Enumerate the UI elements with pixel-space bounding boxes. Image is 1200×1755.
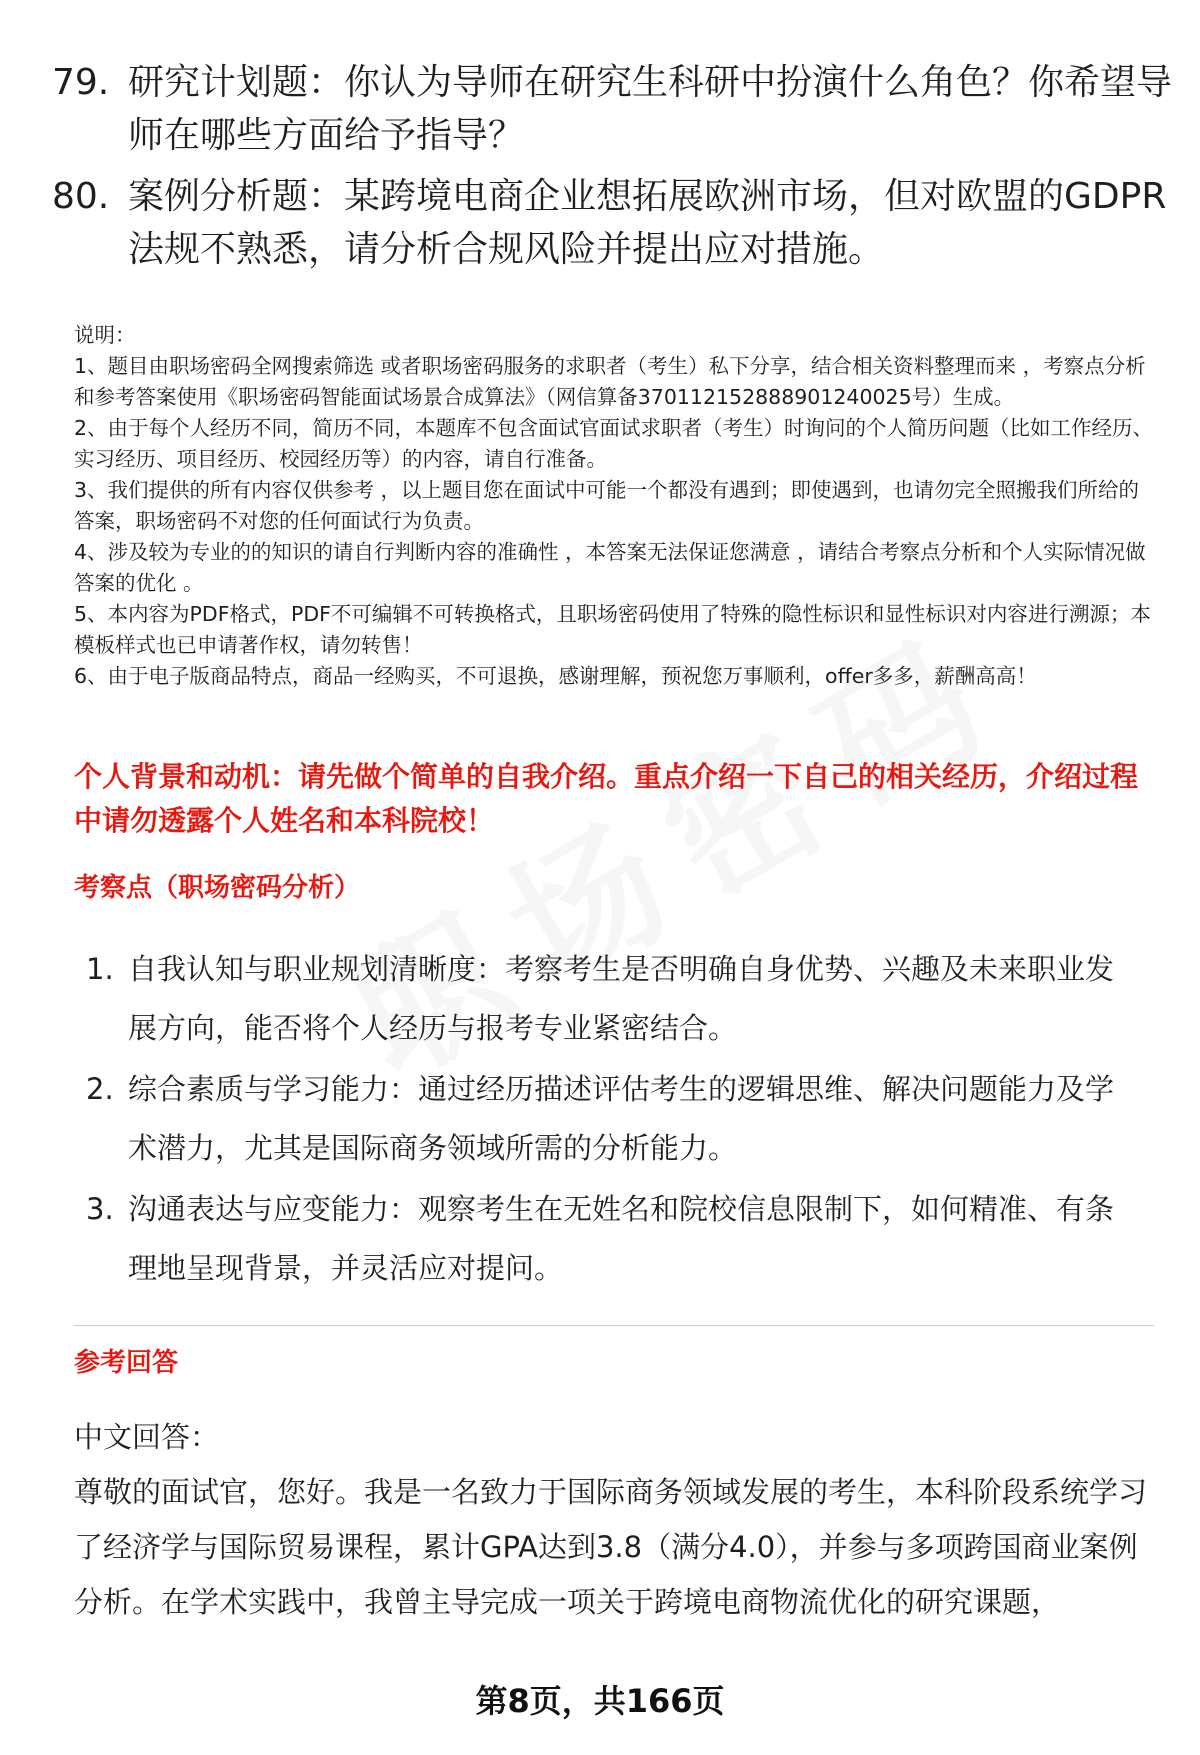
question-number: 79. [52,62,110,103]
point-number: 2. [86,1072,114,1106]
page-footer: 第8页，共166页 [475,1682,725,1720]
analysis-point [74,1060,1154,1178]
analysis-heading: 考察点（职场密码分析） [74,873,361,903]
point-number: 1. [86,952,114,986]
point-text: 综合素质与学习能力：通过经历描述评估考生的逻辑思维、解决问题能力及学术潜力，尤其是国际商务领域所需的分析能力。 [128,1072,1115,1165]
note-item: 1、题目由职场密码全网搜索筛选 或者职场密码服务的求职者（考生）私下分享，结合相关资料整理而来 ，考察点分析和参考答案使用《职场密码智能面试场景合成算法》（网信算备370112152888901240025号）生成。 [74,354,1146,409]
point-text: 沟通表达与应变能力：观察考生在无姓名和院校信息限制下，如何精准、有条理地呈现背景，并灵活应对提问。 [128,1192,1115,1285]
question-79 [52,56,1173,166]
analysis-points [74,940,1154,1300]
analysis-point [74,1180,1154,1298]
note-item: 4、涉及较为专业的的知识的请自行判断内容的准确性 ，本答案无法保证您满意 ，请结合考察点分析和个人实际情况做答案的优化 。 [74,540,1146,595]
answer-heading: 参考回答 [74,1348,179,1378]
question-80 [52,170,1167,280]
note-item: 3、我们提供的所有内容仅供参考 ，以上题目您在面试中可能一个都没有遇到；即使遇到，也请勿完全照搬我们所给的答案，职场密码不对您的任何面试行为负责。 [74,478,1140,533]
point-number: 3. [86,1192,114,1226]
question-number: 80. [52,176,110,217]
interview-question-title: 个人背景和动机：请先做个简单的自我介绍。重点介绍一下自己的相关经历，介绍过程中请勿透露个人姓名和本科院校！ [74,760,1139,837]
answer-text: 尊敬的面试官，您好。我是一名致力于国际商务领域发展的考生，本科阶段系统学习了经济学与国际贸易课程，累计GPA达到3.8（满分4.0），并参与多项跨国商业案例分析。在学术实践中，我曾主导完成一项关于跨境电商物流优化的研究课题， [74,1475,1148,1619]
reference-answer [74,1410,1154,1630]
answer-label: 中文回答： [74,1420,220,1454]
point-text: 自我认知与职业规划清晰度：考察考生是否明确自身优势、兴趣及未来职业发展方向，能否将个人经历与报考专业紧密结合。 [128,952,1115,1045]
note-item: 2、由于每个人经历不同，简历不同，本题库不包含面试官面试求职者（考生）时询问的个人简历问题（比如工作经历、实习经历、项目经历、校园经历等）的内容，请自行准备。 [74,416,1154,471]
notes-heading: 说明： [74,323,136,347]
disclaimer-notes [74,320,1154,692]
note-item: 6、由于电子版商品特点，商品一经购买，不可退换，感谢理解，预祝您万事顺利，offer多多，薪酬高高！ [74,664,1037,688]
note-item: 5、本内容为PDF格式，PDF不可编辑不可转换格式，且职场密码使用了特殊的隐性标识和显性标识对内容进行溯源；本模板样式也已申请著作权，请勿转售！ [74,602,1151,657]
analysis-point [74,940,1154,1058]
question-text: 研究计划题：你认为导师在研究生科研中扮演什么角色？你希望导师在哪些方面给予指导？ [128,62,1173,156]
question-text: 案例分析题：某跨境电商企业想拓展欧洲市场，但对欧盟的GDPR法规不熟悉，请分析合规风险并提出应对措施。 [128,176,1167,270]
section-divider [74,1325,1154,1326]
